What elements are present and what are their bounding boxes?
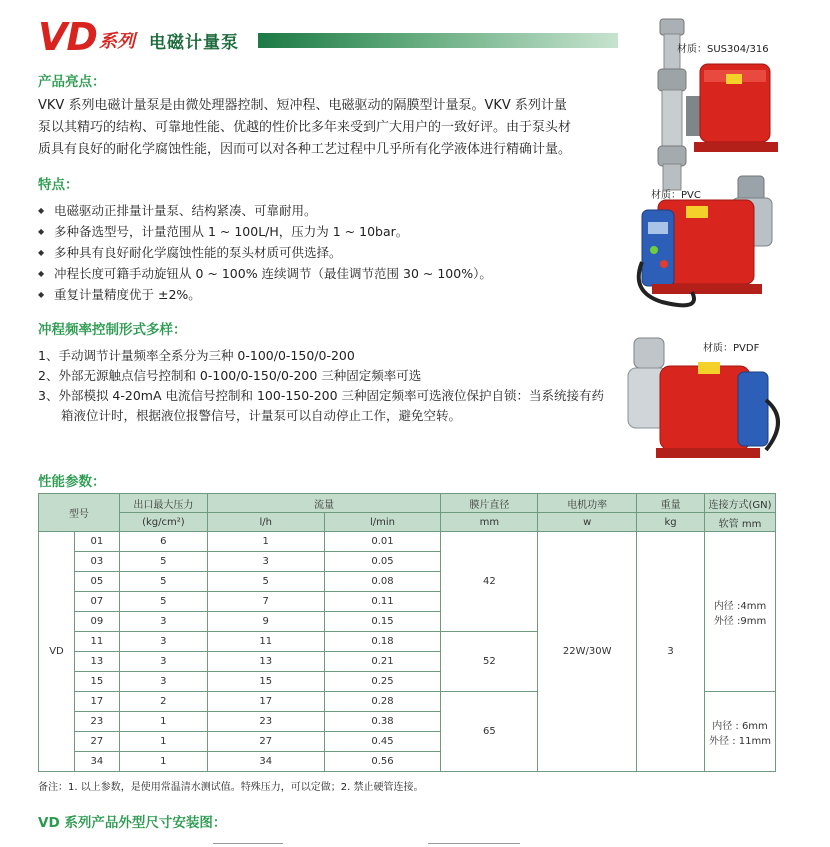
model-cell: 15	[74, 672, 119, 692]
power-cell: 22W/30W	[538, 532, 637, 772]
control-item: 2、外部无源触点信号控制和 0-100/0-150/0-200 三种固定频率可选	[38, 368, 422, 383]
flow-lmin-cell: 0.45	[324, 732, 441, 752]
diaphragm-cell: 42	[441, 532, 538, 632]
flow-lmin-cell: 0.21	[324, 652, 441, 672]
pressure-cell: 3	[119, 652, 207, 672]
col-diaphragm: 膜片直径	[441, 494, 538, 513]
model-cell: 23	[74, 712, 119, 732]
table-note: 备注：1. 以上参数，是使用常温清水测试值。特殊压力，可以定做；2. 禁止硬管连接。	[38, 782, 424, 793]
col-flow: 流量	[207, 494, 441, 513]
flow-lh-cell: 23	[207, 712, 324, 732]
header-gradient-bar	[258, 33, 618, 48]
control-item: 1、手动调节计量频率全系分为三种 0-100/0-150/0-200	[38, 348, 355, 363]
feature-item: ◆ 冲程长度可籍手动旋钮从 0 ~ 100% 连续调节（最佳调节范围 30 ~ 100%）。	[38, 263, 492, 284]
flow-lmin-cell: 0.28	[324, 692, 441, 712]
material-pvdf-label: 材质：PVDF	[703, 343, 760, 354]
product-name: 电磁计量泵	[148, 33, 239, 53]
feature-item: ◆ 电磁驱动正排量计量泵、结构紧凑、可靠耐用。	[38, 200, 492, 221]
hose-outer: 外径 :9mm	[713, 615, 767, 627]
model-cell: 17	[74, 692, 119, 712]
hose-cell-small	[705, 532, 776, 692]
feature-item: ◆ 多种备选型号，计量范围从 1 ~ 100L/H，压力为 1 ~ 10bar。	[38, 221, 492, 242]
control-list	[38, 346, 608, 426]
params-title: 性能参数：	[38, 474, 106, 490]
flow-lmin-cell: 0.11	[324, 592, 441, 612]
unit-power: w	[538, 513, 637, 532]
model-cell: 11	[74, 632, 119, 652]
pressure-cell: 1	[119, 752, 207, 772]
features-list	[38, 200, 492, 305]
highlights-title: 产品亮点：	[38, 74, 106, 90]
material-sus-label: 材质：SUS304/316	[677, 44, 769, 55]
highlights-line: VKV 系列电磁计量泵是由微处理器控制、短冲程、电磁驱动的隔膜型计量泵。VKV 系列计量	[38, 98, 567, 113]
unit-weight: kg	[637, 513, 705, 532]
model-cell: 09	[74, 612, 119, 632]
flow-lh-cell: 13	[207, 652, 324, 672]
flow-lmin-cell: 0.56	[324, 752, 441, 772]
drawing-fragment	[428, 843, 520, 847]
col-pressure: 出口最大压力	[119, 494, 207, 513]
flow-lh-cell: 15	[207, 672, 324, 692]
diaphragm-cell: 65	[441, 692, 538, 772]
col-power: 电机功率	[538, 494, 637, 513]
material-pvc-label: 材质：PVC	[651, 190, 701, 201]
params-table	[38, 493, 776, 772]
unit-connection: 软管 mm	[705, 513, 776, 532]
drawing-fragment	[213, 843, 283, 847]
pressure-cell: 6	[119, 532, 207, 552]
flow-lmin-cell: 0.05	[324, 552, 441, 572]
dimension-title: VD 系列产品外型尺寸安装图：	[38, 815, 227, 831]
hose-inner: 内径 :4mm	[713, 600, 767, 612]
col-weight: 重量	[637, 494, 705, 513]
highlights-line: 泵以其精巧的结构、可靠地性能、优越的性价比多年来受到广大用户的一致好评。由于泵头材	[38, 120, 572, 135]
flow-lh-cell: 34	[207, 752, 324, 772]
pressure-cell: 5	[119, 552, 207, 572]
unit-diaphragm: mm	[441, 513, 538, 532]
model-cell: 01	[74, 532, 119, 552]
flow-lmin-cell: 0.01	[324, 532, 441, 552]
pressure-cell: 5	[119, 572, 207, 592]
diaphragm-cell: 52	[441, 632, 538, 692]
table-row	[39, 532, 776, 552]
flow-lh-cell: 11	[207, 632, 324, 652]
model-cell: 05	[74, 572, 119, 592]
flow-lh-cell: 17	[207, 692, 324, 712]
pressure-cell: 3	[119, 632, 207, 652]
flow-lh-cell: 27	[207, 732, 324, 752]
control-title: 冲程频率控制形式多样：	[38, 322, 187, 338]
model-cell: 34	[74, 752, 119, 772]
series-cell: VD	[39, 532, 75, 772]
hose-outer: 外径 : 11mm	[709, 735, 771, 747]
col-connection: 连接方式(GN)	[705, 494, 776, 513]
series-header	[38, 15, 239, 59]
hose-cell-large	[705, 692, 776, 772]
highlights-paragraph	[38, 95, 571, 161]
flow-lh-cell: 3	[207, 552, 324, 572]
pressure-cell: 1	[119, 732, 207, 752]
feature-item: ◆ 多种具有良好耐化学腐蚀性能的泵头材质可供选择。	[38, 242, 492, 263]
control-item: 3、外部模拟 4-20mA 电流信号控制和 100-150-200 三种固定频率可选液位保护自锁：当系统接有药箱液位计时，根据液位报警信号，计量泵可以自动停止工作，避免空转。	[38, 388, 605, 423]
flow-lh-cell: 5	[207, 572, 324, 592]
features-title: 特点：	[38, 177, 79, 193]
flow-lmin-cell: 0.18	[324, 632, 441, 652]
flow-lmin-cell: 0.38	[324, 712, 441, 732]
flow-lmin-cell: 0.15	[324, 612, 441, 632]
pressure-cell: 2	[119, 692, 207, 712]
pressure-cell: 1	[119, 712, 207, 732]
hose-inner: 内径 : 6mm	[712, 720, 768, 732]
model-cell: 13	[74, 652, 119, 672]
feature-item: ◆ 重复计量精度优于 ±2%。	[38, 284, 492, 305]
flow-lmin-cell: 0.08	[324, 572, 441, 592]
model-cell: 07	[74, 592, 119, 612]
highlights-line: 质具有良好的耐化学腐蚀性能，因而可以对各种工艺过程中几乎所有化学液体进行精确计量。	[38, 142, 572, 157]
model-cell: 27	[74, 732, 119, 752]
pressure-cell: 3	[119, 672, 207, 692]
series-word: 系列	[98, 31, 135, 52]
pressure-cell: 3	[119, 612, 207, 632]
unit-flow-lh: l/h	[207, 513, 324, 532]
unit-pressure: (kg/cm²)	[119, 513, 207, 532]
flow-lmin-cell: 0.25	[324, 672, 441, 692]
col-model: 型号	[39, 494, 120, 532]
flow-lh-cell: 7	[207, 592, 324, 612]
series-code: VD	[38, 15, 97, 59]
flow-lh-cell: 9	[207, 612, 324, 632]
weight-cell: 3	[637, 532, 705, 772]
flow-lh-cell: 1	[207, 532, 324, 552]
pressure-cell: 5	[119, 592, 207, 612]
unit-flow-lmin: l/min	[324, 513, 441, 532]
model-cell: 03	[74, 552, 119, 572]
